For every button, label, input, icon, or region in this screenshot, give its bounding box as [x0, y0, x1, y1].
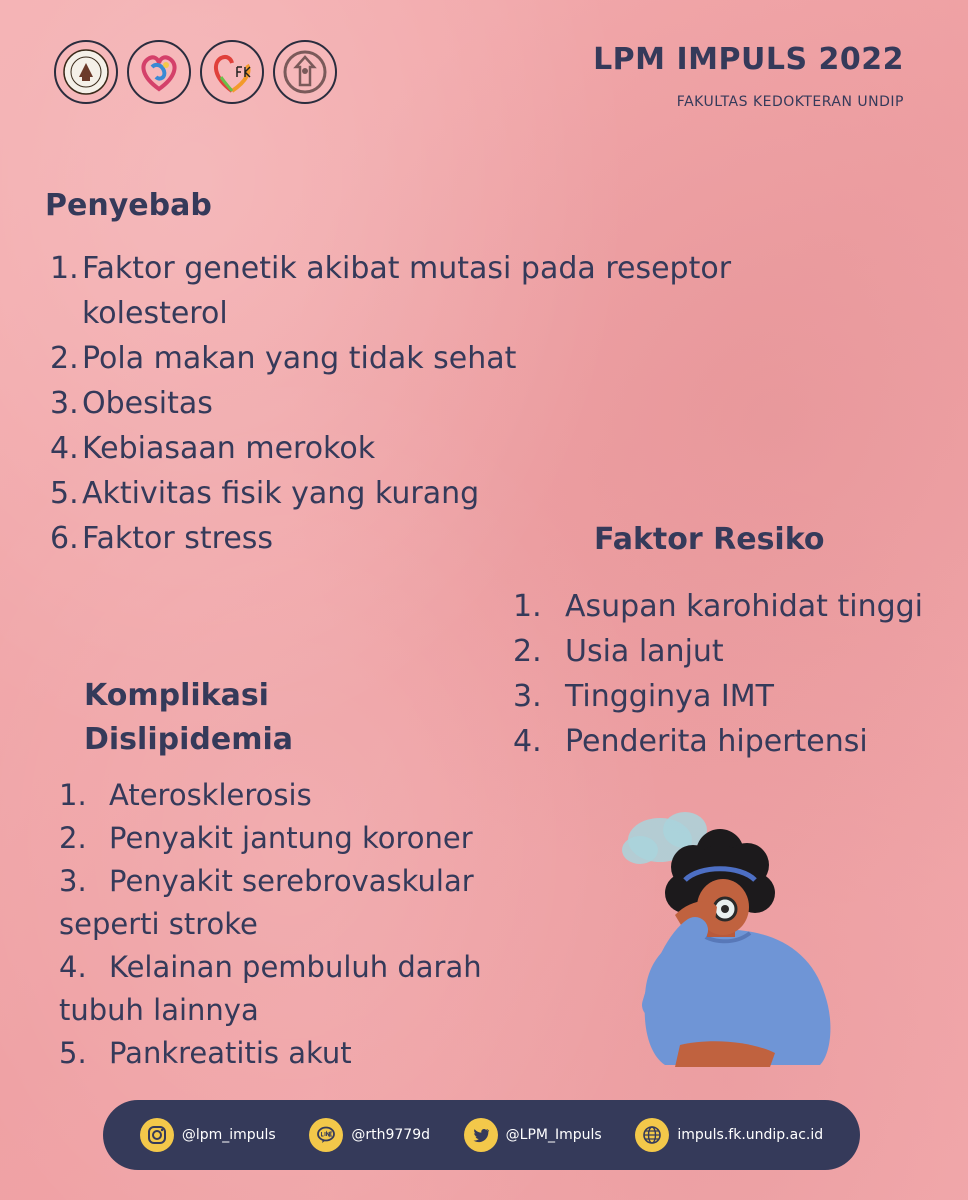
item-text: Asupan karohidat tinggi — [565, 589, 924, 624]
item-number: 5. — [59, 1036, 87, 1070]
line-handle: @rth9779d — [351, 1127, 431, 1143]
org-name: LPM IMPULS 2022 — [593, 42, 904, 77]
penyebab-list — [50, 246, 770, 561]
item-number: 4. — [513, 724, 542, 759]
instagram-handle: @lpm_impuls — [181, 1127, 276, 1143]
item-text: Obesitas — [82, 386, 213, 421]
org-subtitle: FAKULTAS KEDOKTERAN UNDIP — [676, 94, 904, 110]
website-link[interactable] — [635, 1118, 823, 1152]
list-item — [59, 817, 489, 860]
list-item — [513, 674, 953, 719]
item-number: 3. — [59, 864, 87, 898]
item-text: Pola makan yang tidak sehat — [82, 341, 517, 376]
impuls-emblem-icon — [273, 40, 337, 104]
komplikasi-list — [59, 774, 489, 1075]
penyebab-heading: Penyebab — [45, 188, 212, 223]
item-number: 2. — [50, 341, 79, 376]
item-text: Penyakit jantung koroner — [109, 821, 473, 855]
item-text: Aktivitas fisik yang kurang — [82, 476, 480, 511]
instagram-icon — [140, 1118, 174, 1152]
list-item — [513, 629, 953, 674]
stressed-person-illustration — [615, 805, 845, 1080]
item-number: 1. — [59, 778, 87, 812]
list-item — [59, 860, 489, 946]
item-text: Penyakit serebrovaskular seperti stroke — [59, 864, 474, 941]
item-text: Aterosklerosis — [109, 778, 312, 812]
item-number: 1. — [513, 589, 542, 624]
item-text: Kelainan pembuluh darah tubuh lainnya — [59, 950, 482, 1027]
item-text: Pankreatitis akut — [109, 1036, 352, 1070]
twitter-icon — [464, 1118, 498, 1152]
list-item — [50, 246, 770, 336]
item-number: 3. — [513, 679, 542, 714]
item-number: 4. — [59, 950, 87, 984]
list-item — [50, 381, 770, 426]
list-item — [59, 946, 489, 1032]
website-url: impuls.fk.undip.ac.id — [677, 1127, 824, 1143]
heart-logo-icon — [127, 40, 191, 104]
twitter-handle: @LPM_Impuls — [505, 1127, 602, 1143]
item-number: 1. — [50, 251, 79, 286]
globe-icon — [635, 1118, 669, 1152]
line-link[interactable] — [309, 1118, 430, 1152]
list-item — [513, 719, 953, 764]
item-text: Faktor stress — [82, 521, 274, 556]
list-item — [50, 336, 770, 381]
list-item — [50, 471, 770, 516]
item-text: Penderita hipertensi — [565, 724, 868, 759]
item-text: Usia lanjut — [565, 634, 724, 669]
komplikasi-heading: Komplikasi Dislipidemia — [84, 678, 293, 757]
item-number: 6. — [50, 521, 79, 556]
list-item — [59, 1032, 489, 1075]
list-item — [513, 584, 953, 629]
item-number: 3. — [50, 386, 79, 421]
university-seal-icon — [54, 40, 118, 104]
heart-fk-logo-icon — [200, 40, 264, 104]
faktor-resiko-heading: Faktor Resiko — [594, 522, 825, 557]
item-number: 5. — [50, 476, 79, 511]
list-item — [59, 774, 489, 817]
list-item — [50, 426, 770, 471]
instagram-link[interactable] — [140, 1118, 276, 1152]
item-text: Tingginya IMT — [565, 679, 774, 714]
item-number: 2. — [59, 821, 87, 855]
faktor-resiko-list — [513, 584, 953, 764]
logo-row — [54, 40, 337, 104]
item-text: Kebiasaan merokok — [82, 431, 376, 466]
item-number: 2. — [513, 634, 542, 669]
social-footer — [103, 1100, 860, 1170]
line-icon — [309, 1118, 343, 1152]
twitter-link[interactable] — [464, 1118, 602, 1152]
item-number: 4. — [50, 431, 79, 466]
item-text: Faktor genetik akibat mutasi pada reseptor kolesterol — [82, 251, 732, 331]
